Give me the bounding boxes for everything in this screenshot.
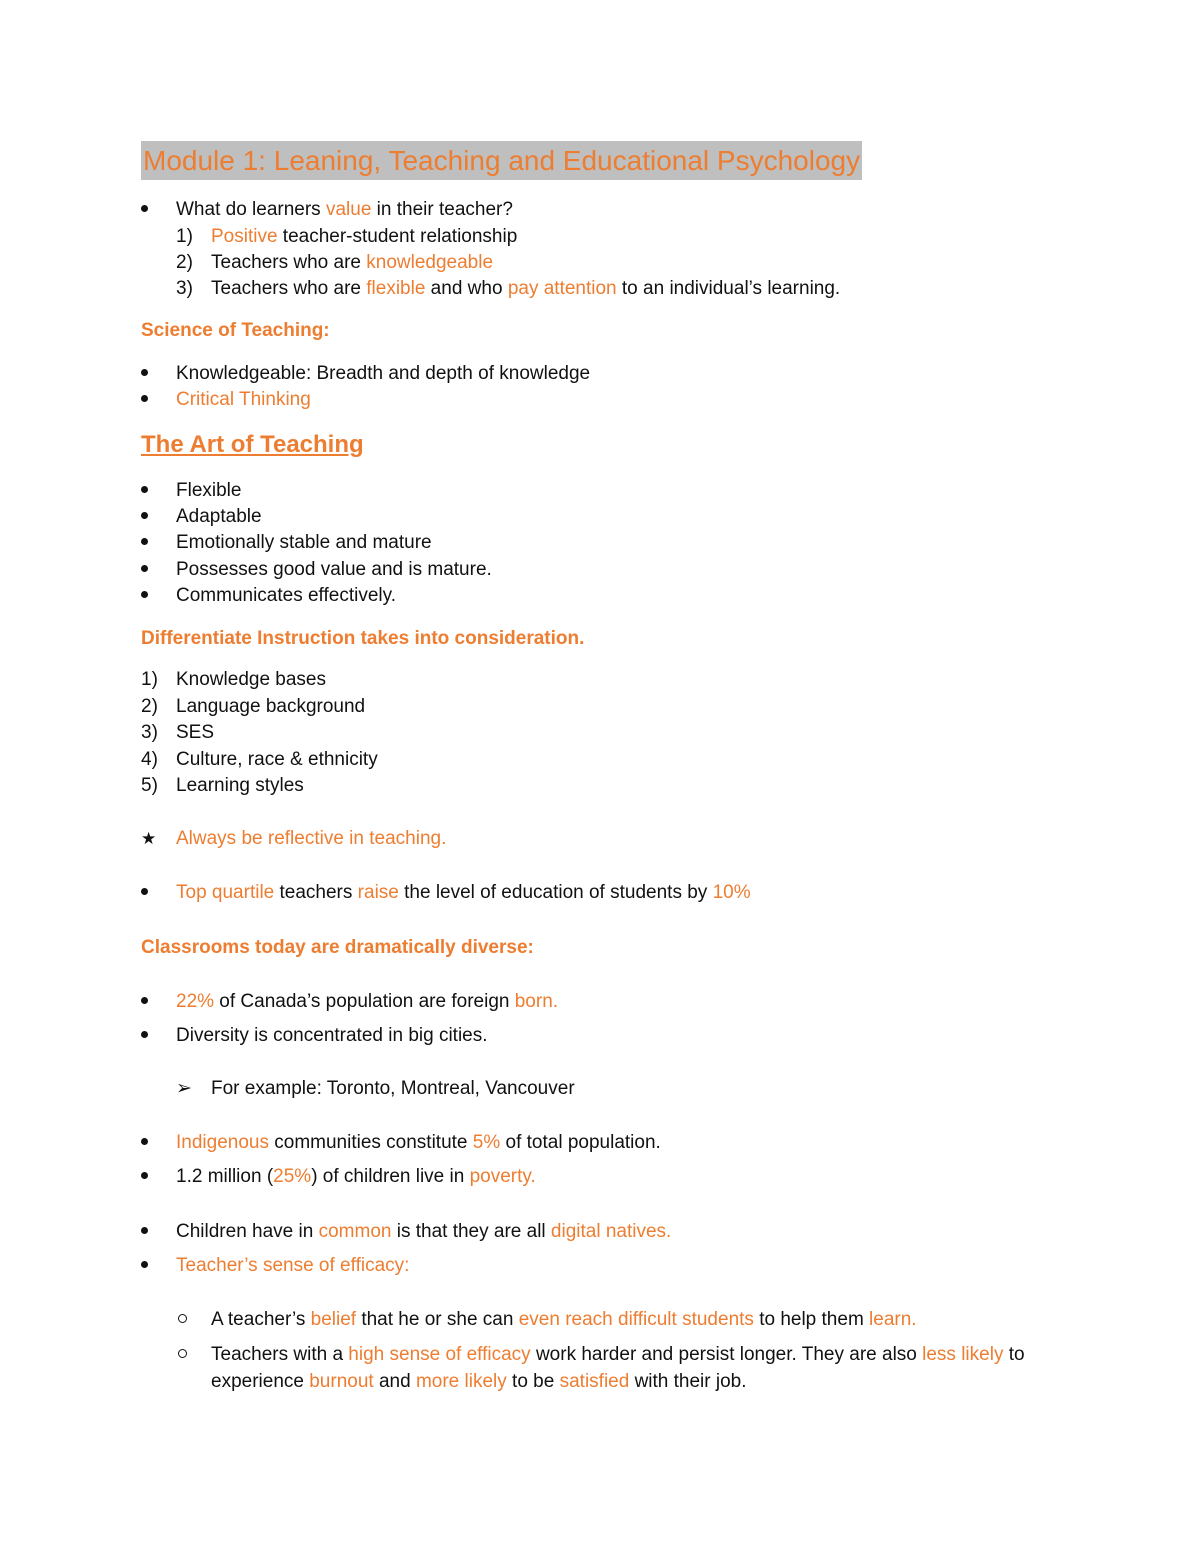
list-item: For example: Toronto, Montreal, Vancouver <box>211 1078 575 1099</box>
list-item: 22% of Canada’s population are foreign born. <box>176 991 559 1012</box>
list-item: Adaptable <box>176 506 262 527</box>
list-item: Emotionally stable and mature <box>176 532 432 553</box>
list-item: Diversity is concentrated in big cities. <box>176 1025 488 1046</box>
list-item: Culture, race & ethnicity <box>176 749 378 770</box>
bullet-icon <box>141 1131 148 1155</box>
bullet-icon <box>141 198 148 222</box>
reflective-note: Always be reflective in teaching. <box>176 828 447 849</box>
bullet-icon <box>141 584 148 608</box>
list-number: 2) <box>141 696 158 717</box>
list-item-continuation: experience burnout and more likely to be satisfied with their job. <box>211 1371 747 1392</box>
bullet-icon <box>141 990 148 1014</box>
list-item: Teachers who are knowledgeable <box>211 252 494 273</box>
circle-bullet-icon <box>178 1343 187 1367</box>
list-item: Knowledge bases <box>176 669 326 690</box>
list-item: 1.2 million (25%) of children live in poverty. <box>176 1166 536 1187</box>
list-item: Language background <box>176 696 366 717</box>
list-number: 4) <box>141 749 158 770</box>
list-number: 3) <box>141 722 158 743</box>
quartile-note: Top quartile teachers raise the level of education of students by 10% <box>176 882 751 903</box>
bullet-icon <box>141 881 148 905</box>
list-item: Teacher’s sense of efficacy: <box>176 1255 410 1276</box>
list-item: Flexible <box>176 480 242 501</box>
list-item: Teachers who are flexible and who pay attention to an individual’s learning. <box>211 278 841 299</box>
list-item: Children have in common is that they are all digital natives. <box>176 1221 672 1242</box>
list-item: Teachers with a high sense of efficacy work harder and persist longer. They are also less likely to <box>211 1344 1025 1365</box>
values-question: What do learners value in their teacher? <box>176 199 513 220</box>
star-icon: ★ <box>141 829 157 848</box>
art-heading: The Art of Teaching <box>141 431 364 458</box>
bullet-icon <box>141 1165 148 1189</box>
list-item: A teacher’s belief that he or she can even reach difficult students to help them learn. <box>211 1309 917 1330</box>
page-title: Module 1: Leaning, Teaching and Educational Psychology <box>141 141 862 180</box>
list-number: 1) <box>176 226 193 247</box>
list-item: Communicates effectively. <box>176 585 396 606</box>
bullet-icon <box>141 388 148 412</box>
bullet-icon <box>141 479 148 503</box>
list-item: Learning styles <box>176 775 304 796</box>
list-item: Positive teacher-student relationship <box>211 226 518 247</box>
classrooms-heading: Classrooms today are dramatically diverse: <box>141 937 534 958</box>
list-item: Indigenous communities constitute 5% of total population. <box>176 1132 661 1153</box>
list-number: 3) <box>176 278 193 299</box>
list-item: Possesses good value and is mature. <box>176 559 492 580</box>
science-heading: Science of Teaching: <box>141 320 330 341</box>
list-number: 1) <box>141 669 158 690</box>
list-number: 2) <box>176 252 193 273</box>
list-number: 5) <box>141 775 158 796</box>
bullet-icon <box>141 505 148 529</box>
list-item: Critical Thinking <box>176 389 311 410</box>
differentiate-heading: Differentiate Instruction takes into consideration. <box>141 628 585 649</box>
bullet-icon <box>141 362 148 386</box>
arrow-icon: ➢ <box>176 1078 192 1099</box>
list-item: SES <box>176 722 215 743</box>
bullet-icon <box>141 531 148 555</box>
circle-bullet-icon <box>178 1308 187 1332</box>
bullet-icon <box>141 1220 148 1244</box>
bullet-icon <box>141 1024 148 1048</box>
bullet-icon <box>141 1254 148 1278</box>
list-item: Knowledgeable: Breadth and depth of knowledge <box>176 363 591 384</box>
bullet-icon <box>141 558 148 582</box>
